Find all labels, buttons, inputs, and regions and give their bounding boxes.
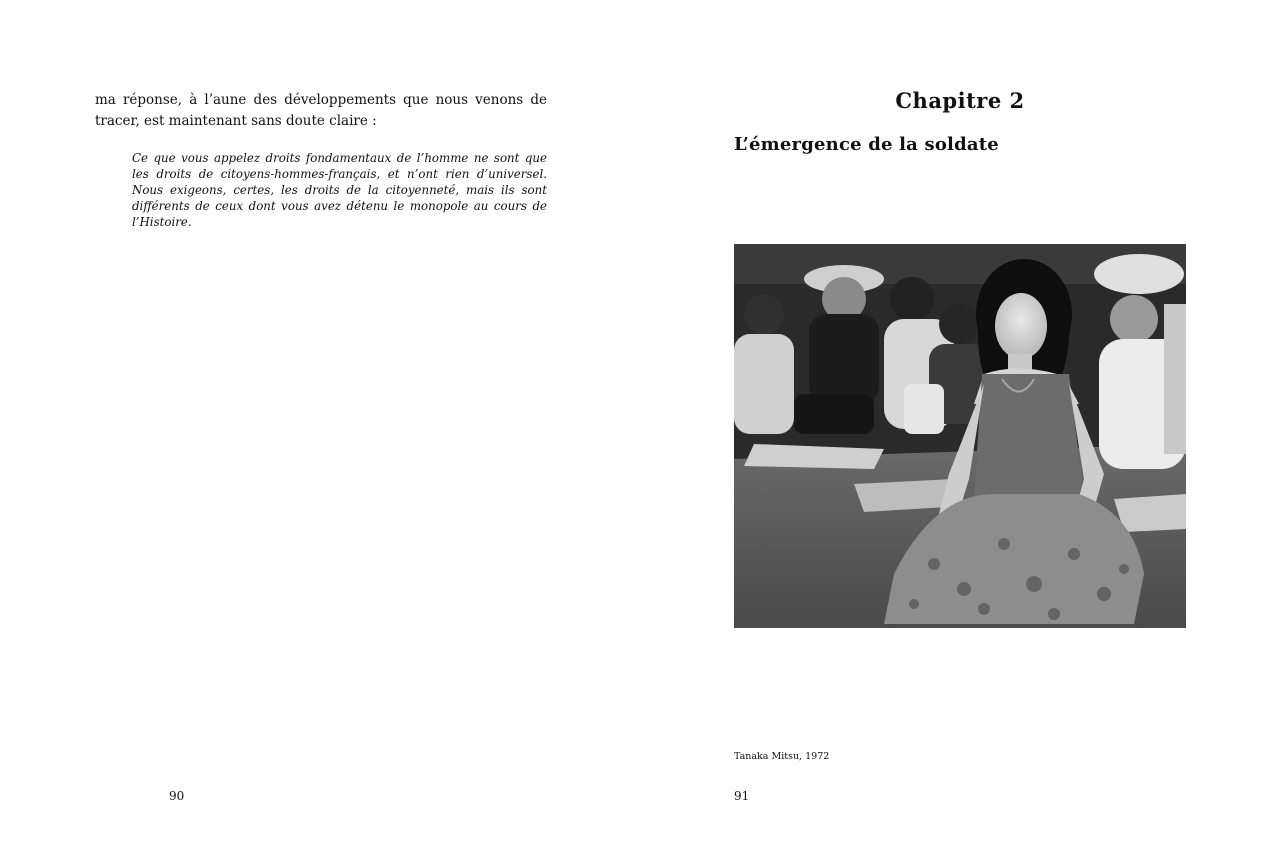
photo-illustration xyxy=(734,244,1186,628)
body-paragraph: ma réponse, à l’aune des développements que nous venons de tracer, est maintenant sans doute claire : xyxy=(95,92,547,129)
chapter-photo xyxy=(734,244,1186,628)
page-number-left: 90 xyxy=(169,789,185,803)
chapter-title: Chapitre 2 xyxy=(895,88,1025,113)
photo-caption: Tanaka Mitsu, 1972 xyxy=(734,751,830,762)
block-quote: Ce que vous appelez droits fondamentaux de l’homme ne sont que les droits de citoyens-hommes-français, et n’ont rien d’universel. Nous exigeons, certes, les droits de la citoyenneté, mais ils sont différents de ceux dont vous avez détenu le monopole au cours de l’Histoire. xyxy=(132,151,547,229)
page-number-right: 91 xyxy=(734,789,750,803)
right-page xyxy=(640,0,1280,865)
chapter-subtitle: L’émergence de la soldate xyxy=(734,134,999,155)
